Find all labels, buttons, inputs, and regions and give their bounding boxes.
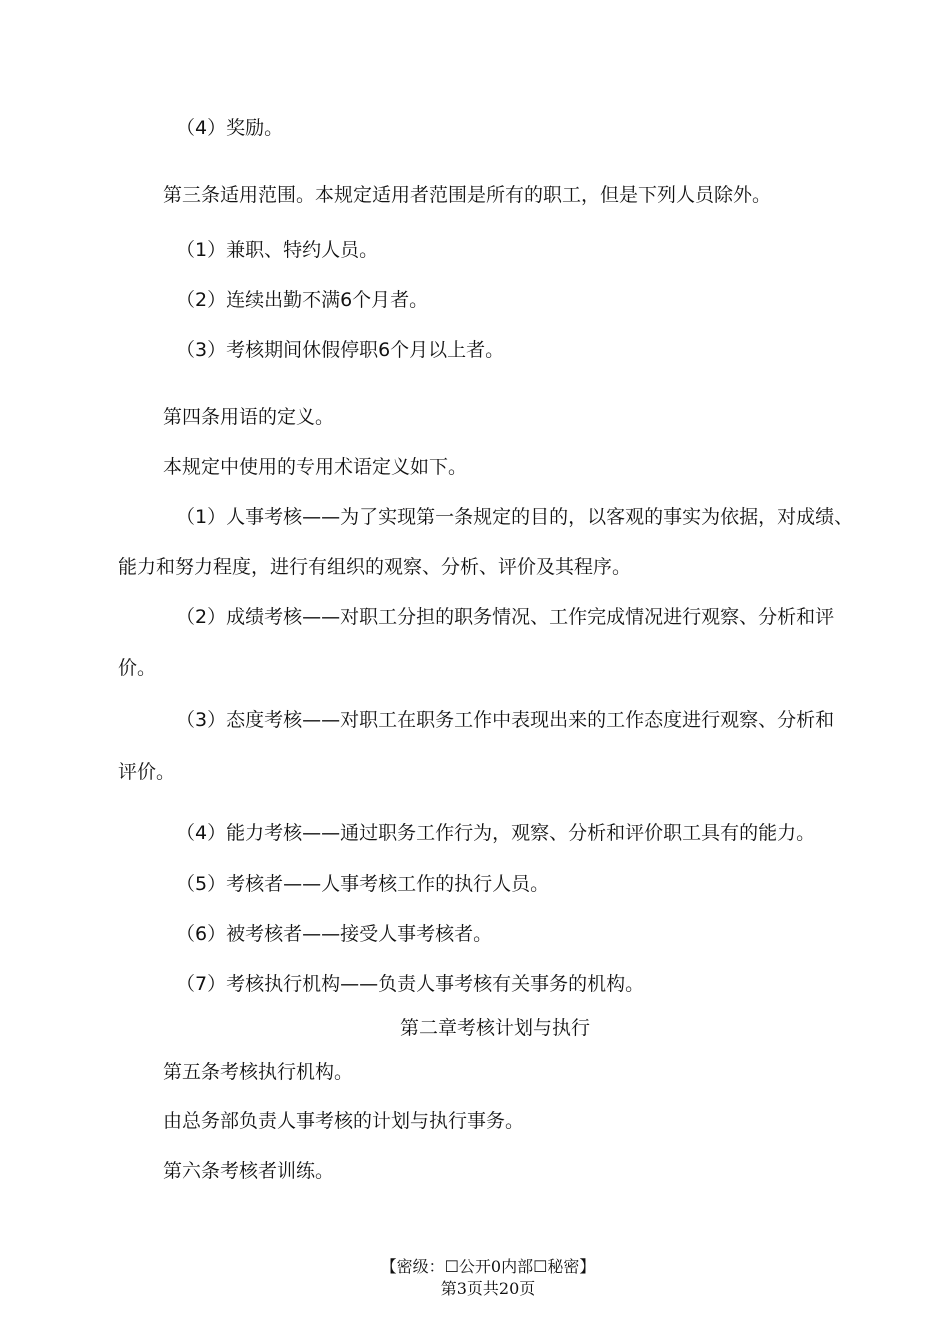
text-line: 第六条考核者训练。 bbox=[163, 1160, 335, 1182]
text-line: （2）连续出勤不满6个月者。 bbox=[176, 289, 429, 311]
text-line: （3）态度考核——对职工在职务工作中表现出来的工作态度进行观察、分析和 bbox=[176, 709, 835, 731]
text-line: （7）考核执行机构——负责人事考核有关事务的机构。 bbox=[176, 973, 645, 995]
text-line: 第三条适用范围。本规定适用者范围是所有的职工，但是下列人员除外。 bbox=[163, 184, 772, 206]
text-line: （2）成绩考核——对职工分担的职务情况、工作完成情况进行观察、分析和评 bbox=[176, 606, 835, 628]
text-line: 价。 bbox=[118, 657, 157, 679]
text-line: 第四条用语的定义。 bbox=[163, 406, 335, 428]
text-line: （1）兼职、特约人员。 bbox=[176, 239, 379, 261]
text-line: （4）奖励。 bbox=[176, 117, 284, 139]
text-line: （1）人事考核——为了实现第一条规定的目的，以客观的事实为依据，对成绩、 bbox=[176, 506, 854, 528]
text-line: 评价。 bbox=[118, 761, 176, 783]
text-line: （4）能力考核——通过职务工作行为，观察、分析和评价职工具有的能力。 bbox=[176, 822, 816, 844]
text-line: （3）考核期间休假停职6个月以上者。 bbox=[176, 339, 505, 361]
text-line: （5）考核者——人事考核工作的执行人员。 bbox=[176, 873, 550, 895]
text-line: 能力和努力程度，进行有组织的观察、分析、评价及其程序。 bbox=[118, 556, 632, 578]
footer-classification: 【密级：☐公开0内部☐秘密】 bbox=[380, 1257, 596, 1276]
text-line: 第五条考核执行机构。 bbox=[163, 1061, 354, 1083]
text-line: （6）被考核者——接受人事考核者。 bbox=[176, 923, 493, 945]
footer-page-number: 第3页共20页 bbox=[440, 1279, 536, 1298]
chapter-heading: 第二章考核计划与执行 bbox=[399, 1017, 590, 1039]
text-line: 本规定中使用的专用术语定义如下。 bbox=[163, 456, 468, 478]
text-line: 由总务部负责人事考核的计划与执行事务。 bbox=[163, 1110, 525, 1132]
